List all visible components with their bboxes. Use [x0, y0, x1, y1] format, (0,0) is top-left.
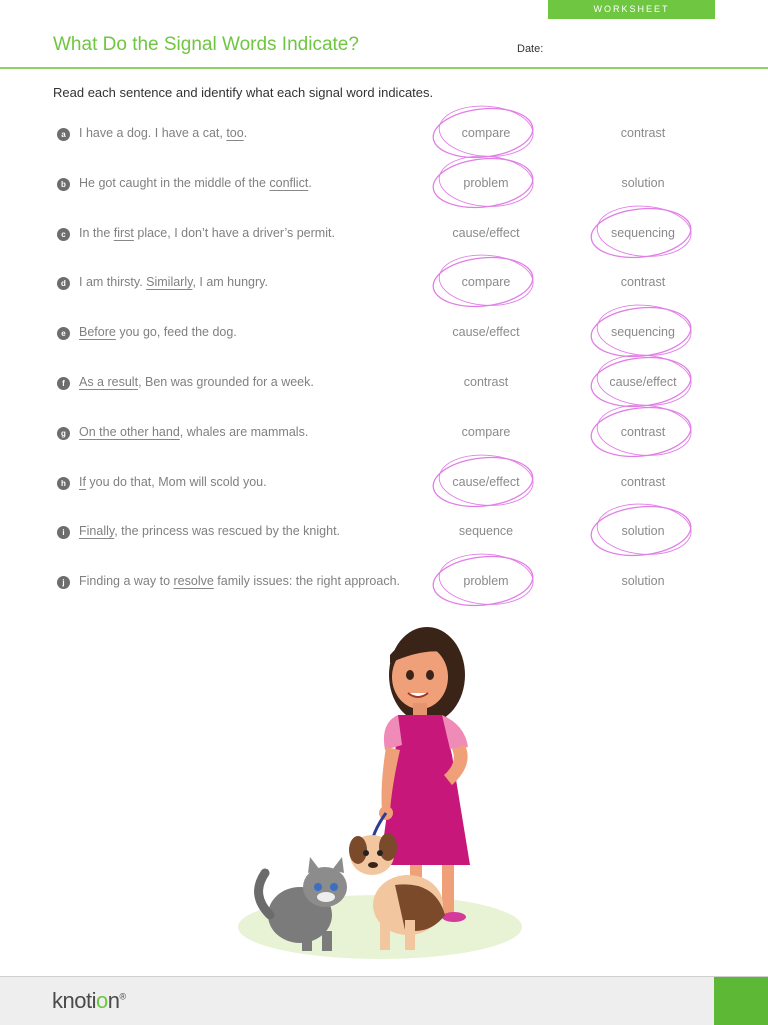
header-divider: [0, 67, 768, 69]
question-sentence: As a result, Ben was grounded for a week.: [79, 375, 314, 389]
question-sentence: Before you go, feed the dog.: [79, 325, 237, 339]
question-row: [0, 176, 768, 200]
answer-option-2[interactable]: contrast: [620, 275, 666, 289]
signal-word: Finally: [79, 524, 115, 538]
answer-option-1[interactable]: cause/effect: [452, 475, 520, 489]
answer-option-2[interactable]: contrast: [620, 475, 666, 489]
question-row: [0, 126, 768, 150]
signal-word: On the other hand: [79, 425, 180, 439]
answer-option-1[interactable]: sequence: [458, 524, 514, 538]
girl-with-pets-illustration: [230, 615, 540, 965]
signal-word: If: [79, 475, 86, 489]
signal-word: conflict: [269, 176, 309, 190]
answer-option-2[interactable]: sequencing: [611, 226, 675, 240]
answer-option-1[interactable]: compare: [461, 425, 511, 439]
answer-option-1[interactable]: compare: [461, 126, 511, 140]
question-letter-badge: h: [57, 477, 70, 490]
question-letter-badge: g: [57, 427, 70, 440]
question-row: [0, 475, 768, 499]
page-title: What Do the Signal Words Indicate?: [53, 34, 359, 55]
question-letter-badge: f: [57, 377, 70, 390]
answer-option-2[interactable]: solution: [621, 524, 665, 538]
answer-option-1[interactable]: compare: [461, 275, 511, 289]
answer-option-2[interactable]: contrast: [620, 126, 666, 140]
question-letter-badge: d: [57, 277, 70, 290]
question-row: [0, 325, 768, 349]
signal-word: As a result: [79, 375, 139, 389]
question-row: [0, 574, 768, 598]
signal-word: Before: [79, 325, 116, 339]
worksheet-tag: WORKSHEET: [548, 0, 715, 19]
question-sentence: I have a dog. I have a cat, too.: [79, 126, 248, 140]
question-row: [0, 524, 768, 548]
answer-option-2[interactable]: solution: [621, 574, 665, 588]
question-sentence: On the other hand, whales are mammals.: [79, 425, 309, 439]
question-letter-badge: i: [57, 526, 70, 539]
footer-accent-block: [714, 977, 768, 1025]
question-row: [0, 226, 768, 250]
question-letter-badge: c: [57, 228, 70, 241]
question-sentence: If you do that, Mom will scold you.: [79, 475, 267, 489]
answer-option-2[interactable]: solution: [621, 176, 665, 190]
signal-word: first: [113, 226, 134, 240]
signal-word: too: [226, 126, 244, 140]
footer: [0, 976, 768, 1025]
question-letter-badge: j: [57, 576, 70, 589]
question-row: [0, 425, 768, 449]
signal-word: resolve: [173, 574, 214, 588]
answer-option-1[interactable]: contrast: [463, 375, 509, 389]
knotion-logo: knotion®: [52, 988, 126, 1013]
question-sentence: He got caught in the middle of the conflict.: [79, 176, 312, 190]
instructions: Read each sentence and identify what each signal word indicates.: [53, 85, 434, 100]
question-row: [0, 375, 768, 399]
question-letter-badge: e: [57, 327, 70, 340]
signal-word: Similarly: [146, 275, 193, 289]
question-letter-badge: a: [57, 128, 70, 141]
question-sentence: I am thirsty. Similarly, I am hungry.: [79, 275, 268, 289]
question-sentence: In the first place, I don’t have a driver’s permit.: [79, 226, 335, 240]
question-letter-badge: b: [57, 178, 70, 191]
answer-option-1[interactable]: cause/effect: [452, 325, 520, 339]
answer-option-1[interactable]: problem: [463, 176, 509, 190]
answer-option-2[interactable]: sequencing: [611, 325, 675, 339]
answer-option-1[interactable]: cause/effect: [452, 226, 520, 240]
question-sentence: Finding a way to resolve family issues: the right approach.: [79, 574, 400, 588]
date-label: Date:: [517, 43, 544, 55]
answer-option-2[interactable]: contrast: [620, 425, 666, 439]
question-sentence: Finally, the princess was rescued by the knight.: [79, 524, 341, 538]
question-row: [0, 275, 768, 299]
answer-option-2[interactable]: cause/effect: [609, 375, 677, 389]
answer-option-1[interactable]: problem: [463, 574, 509, 588]
